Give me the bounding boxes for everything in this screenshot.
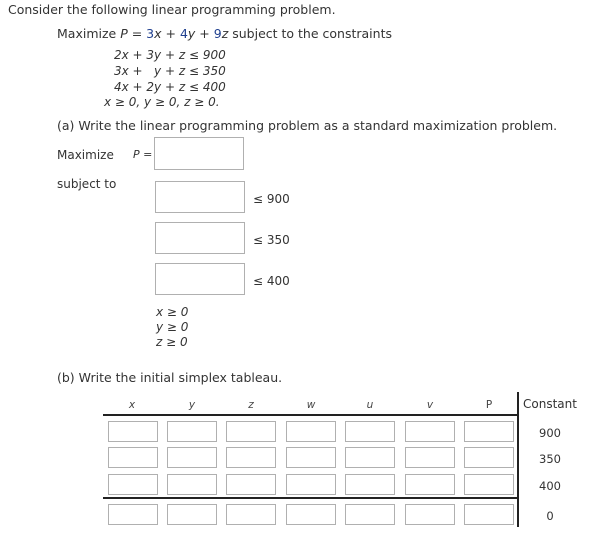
tableau-cell-r4-c4[interactable]	[286, 504, 336, 525]
objective-prefix: Maximize	[57, 26, 121, 41]
tableau-cell-r4-c2[interactable]	[167, 504, 217, 525]
tableau-cell-r3-c7[interactable]	[464, 474, 514, 495]
tableau-cell-r1-c2[interactable]	[167, 421, 217, 442]
objective-input[interactable]	[154, 137, 244, 170]
tableau-cell-r3-c2[interactable]	[167, 474, 217, 495]
objective-var-y: y	[187, 26, 196, 41]
tableau-header-p: P	[485, 399, 493, 411]
tableau-cell-r2-c5[interactable]	[345, 447, 395, 468]
tableau-cell-r1-c1[interactable]	[108, 421, 158, 442]
tableau-top-rule	[103, 414, 517, 416]
tableau-cell-r1-c5[interactable]	[345, 421, 395, 442]
tableau-constant-1: 900	[539, 426, 561, 440]
intro-text: Consider the following linear programming problem.	[8, 2, 336, 17]
tableau-cell-r1-c4[interactable]	[286, 421, 336, 442]
tableau-cell-r3-c1[interactable]	[108, 474, 158, 495]
tableau-cell-r4-c5[interactable]	[345, 504, 395, 525]
tableau-header-y: y	[188, 399, 196, 411]
tableau-cell-r3-c5[interactable]	[345, 474, 395, 495]
constraint-2: 3x + y + z ≤ 350	[114, 64, 226, 78]
objective-suffix: subject to the constraints	[228, 26, 392, 41]
part-a-prompt: (a) Write the linear programming problem as a standard maximization problem.	[57, 118, 558, 133]
objective-op-1: +	[161, 26, 180, 41]
tableau-constant-2: 350	[539, 452, 561, 466]
constraint-nonneg: x ≥ 0, y ≥ 0, z ≥ 0.	[104, 95, 220, 109]
objective-coef-3: 9	[213, 26, 222, 41]
tableau-cell-r2-c6[interactable]	[405, 447, 455, 468]
tableau-constant-4: 0	[546, 509, 554, 523]
maximize-label: Maximize	[57, 148, 114, 162]
constraint-rhs-3: ≤ 400	[253, 274, 290, 288]
constraint-rhs-1: ≤ 900	[253, 192, 290, 206]
tableau-header-w: w	[306, 399, 316, 411]
tableau-header-x: x	[128, 399, 136, 411]
nonneg-z: z ≥ 0	[156, 335, 188, 349]
nonneg-y: y ≥ 0	[156, 320, 189, 334]
tableau-cell-r3-c4[interactable]	[286, 474, 336, 495]
tableau-cell-r4-c6[interactable]	[405, 504, 455, 525]
tableau-cell-r1-c6[interactable]	[405, 421, 455, 442]
objective-var-x: x	[154, 26, 162, 41]
tableau-cell-r3-c3[interactable]	[226, 474, 276, 495]
constraint-rhs-2: ≤ 350	[253, 233, 290, 247]
constraint-input-2[interactable]	[155, 222, 245, 254]
tableau-header-u: u	[366, 399, 374, 411]
objective-coef-2: 4	[179, 26, 188, 41]
p-label: P =	[133, 148, 153, 161]
constraint-3: 4x + 2y + z ≤ 400	[114, 80, 226, 94]
tableau-header-z: z	[248, 399, 254, 411]
objective-coef-1: 3	[146, 26, 155, 41]
constraint-input-1[interactable]	[155, 181, 245, 213]
objective-eq: =	[127, 26, 147, 41]
tableau-cell-r2-c1[interactable]	[108, 447, 158, 468]
part-b-prompt: (b) Write the initial simplex tableau.	[57, 370, 283, 385]
tableau-cell-r2-c3[interactable]	[226, 447, 276, 468]
objective-var: P	[120, 26, 128, 41]
tableau-header-v: v	[426, 399, 434, 411]
tableau-cell-r2-c7[interactable]	[464, 447, 514, 468]
constraint-input-3[interactable]	[155, 263, 245, 295]
tableau-cell-r4-c7[interactable]	[464, 504, 514, 525]
tableau-cell-r2-c2[interactable]	[167, 447, 217, 468]
objective-var-z: z	[221, 26, 229, 41]
tableau-constant-3: 400	[539, 479, 561, 493]
tableau-header-constant: Constant	[523, 397, 577, 411]
tableau-cell-r4-c3[interactable]	[226, 504, 276, 525]
nonneg-x: x ≥ 0	[156, 305, 189, 319]
tableau-cell-r2-c4[interactable]	[286, 447, 336, 468]
objective-op-2: +	[195, 26, 214, 41]
objective-line	[57, 26, 392, 41]
tableau-cell-r1-c3[interactable]	[226, 421, 276, 442]
constraint-1: 2x + 3y + z ≤ 900	[114, 48, 226, 62]
tableau-cell-r4-c1[interactable]	[108, 504, 158, 525]
tableau-objective-rule	[103, 497, 517, 499]
tableau-cell-r3-c6[interactable]	[405, 474, 455, 495]
tableau-cell-r1-c7[interactable]	[464, 421, 514, 442]
subject-to-label: subject to	[57, 177, 117, 191]
